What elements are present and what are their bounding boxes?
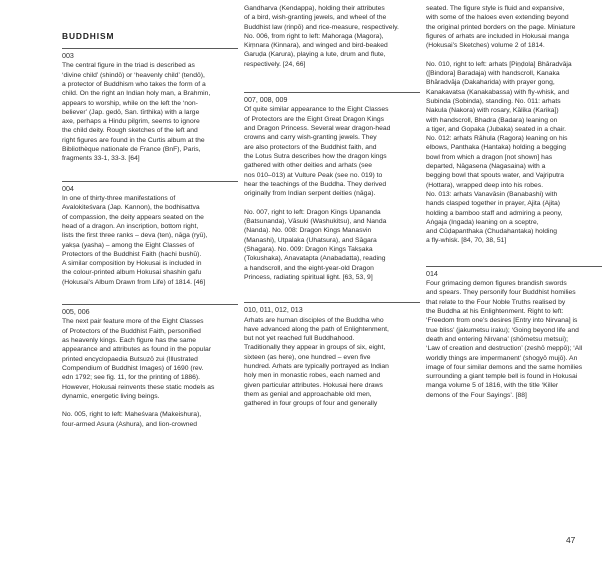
entry-number: 004 — [62, 184, 74, 193]
text-line: originally from Indian serpent deities (nāga). — [244, 190, 376, 198]
entry-text — [244, 105, 420, 282]
text-line: and Dragon Princess. Several wear dragon-head — [244, 125, 391, 133]
text-line: Garuḍa (Karura), playing a lute, drum and flute, — [244, 51, 386, 59]
text-line: of Protectors are the Eight Great Dragon Kings — [244, 115, 384, 123]
entry-003 — [62, 48, 238, 164]
text-line: Kanakavatsa (Kanakabassa) with fly-whisk, and — [426, 88, 569, 96]
text-line: but not yet reached full Buddhahood. — [244, 335, 355, 343]
text-line: No. 013: arhats Vanavāsin (Banabashi) with — [426, 190, 558, 198]
text-line: as heavenly kings. Each figure has the same — [62, 337, 196, 345]
entry-text — [62, 61, 238, 163]
text-line: true bliss’ (jakumetsu iraku); ‘Going beyond life and — [426, 326, 579, 334]
text-line: figures of arhats are included in Hokusai manga — [426, 32, 569, 40]
text-line: them as genial and approachable old men, — [244, 390, 372, 398]
text-line: of a bird, wish-granting jewels, and wheel of the — [244, 14, 387, 22]
text-line: Arhats are human disciples of the Buddha who — [244, 316, 384, 324]
entry-number: 007, 008, 009 — [244, 96, 288, 105]
text-line: Aṅgaja (Ingada) leaning on a sceptre, — [426, 218, 539, 226]
text-line: (Hokusai’s Sketches) volume 2 of 1814. — [426, 42, 545, 50]
text-line: with some of the haloes even extending beyond — [426, 14, 569, 22]
text-line: ‘Law of creation and destruction’ (zeshō meppō); ‘All — [426, 345, 583, 353]
entry-004 — [62, 181, 238, 287]
text-line: Protectors of the Buddhist Faith (hachi bushū). — [62, 250, 202, 258]
text-line: have advanced along the path of Enlightenment, — [244, 325, 389, 333]
page-number: 47 — [566, 535, 576, 545]
text-line: hear the teachings of the Buddha. They derived — [244, 180, 387, 188]
section-rule — [62, 304, 238, 305]
text-line: (Shagara). No. 009: Dragon Kings Takṣaka — [244, 245, 373, 253]
text-line: edn 1792; see fig. 11, for the printing of 1886). — [62, 374, 200, 382]
text-line: Gandharva (Kendappa), holding their attributes — [244, 5, 385, 12]
entry-number: 005, 006 — [62, 308, 90, 317]
text-line: death and entering Nirvana’ (shōmetsu metsui); — [426, 335, 568, 343]
entry-number: 003 — [62, 52, 74, 60]
entry-text — [62, 194, 238, 287]
text-line: the Lotus Sutra describes how the dragon kings — [244, 152, 387, 160]
text-line: In one of thirty-three manifestations of — [62, 195, 176, 203]
text-line: printed encyclopaedia Butsuzō zui (Illustrated — [62, 355, 198, 363]
text-line: a handscroll, and the eight-year-old Dragon — [244, 264, 374, 272]
entry-text — [426, 279, 602, 400]
text-line: image of four similar demons and the same homilies — [426, 363, 583, 371]
text-line: However, Hokusai reinvents these static models as — [62, 383, 215, 391]
text-line: hands clasped together in prayer, Ajita (Ajita) — [426, 200, 560, 208]
text-line: No. 005, right to left: Maheśvara (Makeishura), — [62, 411, 202, 419]
text-line: Princess, radiating spiritual light. [63, 53, 9] — [244, 273, 373, 281]
text-line: that relate to the Four Noble Truths realised by — [426, 298, 566, 306]
text-line: axe, perhaps a Hindu pilgrim, seems to ignore — [62, 118, 200, 126]
text-line: Avalokiteśvara (Jap. Kannon), the bodhisattva — [62, 204, 200, 212]
text-line: a fly-whisk. [84, 70, 38, 51] — [426, 237, 507, 245]
text-line: Traditionally they appear in groups of six, eight, — [244, 344, 386, 352]
text-line: The next pair feature more of the Eight Classes — [62, 318, 204, 326]
text-line: The central figure in the triad is described as — [62, 62, 195, 70]
entry-number: 014 — [426, 269, 438, 278]
section-rule — [62, 48, 238, 49]
section-rule — [426, 266, 602, 267]
text-line: nos 010–013) at Vulture Peak (see no. 019) to — [244, 171, 383, 179]
text-line: manga volume 5 of 1816, with the title ‘Killer — [426, 382, 559, 390]
text-line: Four grimacing demon figures brandish swords — [426, 280, 567, 288]
text-line: gathered with other deities and arhats (see — [244, 162, 372, 170]
text-line: elbows, Panthaka (Hantaka) holding a begging — [426, 144, 566, 152]
paragraph-gap — [426, 50, 602, 59]
entry-010-013 — [244, 302, 420, 408]
entry-006-continued — [244, 4, 420, 69]
text-line: yakṣa (yasha) – among the Eight Classes of — [62, 241, 195, 249]
paragraph-gap — [62, 401, 238, 410]
text-line: (Hokusai’s Album Drawn from Life) of 1814. [46] — [62, 278, 206, 286]
section-rule — [244, 92, 420, 93]
text-line: and spears. They personify four Buddhist homilies — [426, 289, 576, 297]
text-line: the Buddha at his Enlightenment. Right to left: — [426, 308, 564, 316]
column-left — [62, 48, 238, 429]
text-line: (Tokushaka), Anavatapta (Anabadatta), reading — [244, 255, 386, 263]
text-line: sixteen (as here), one hundred – even five — [244, 353, 371, 361]
text-line: a tiger, and Gopaka (Jubaka) seated in a chair. — [426, 125, 566, 133]
text-line: fragments 33-1, 33-3. [64] — [62, 155, 140, 163]
entry-005-006 — [62, 304, 238, 429]
text-line: No. 010, right to left: arhats [Piṇḍola] Bhāradvāja — [426, 60, 572, 68]
text-line: four-armed Asura (Ashura), and lion-crowned — [62, 420, 198, 428]
entry-007-009 — [244, 92, 420, 282]
text-line: respectively. [24, 66] — [244, 60, 306, 68]
section-heading: BUDDHISM — [62, 31, 115, 41]
text-line: Nakula (Nakora) with rosary, Kālika (Karika]) — [426, 107, 559, 115]
text-line: hundred. Arhats are typically portrayed as Indian — [244, 363, 389, 371]
text-line: believer’ (Jap. gedō, San. tīrthika) with a large — [62, 108, 200, 116]
text-line: Of quite similar appearance to the Eight Classes — [244, 106, 389, 114]
column-middle — [244, 4, 420, 409]
text-line: a protector of Buddhism who takes the form of a — [62, 81, 206, 88]
entry-010-continued — [426, 4, 602, 246]
entry-number: 010, 011, 012, 013 — [244, 306, 303, 315]
text-line: Bhāradvāja (Dakaharida) with prayer gong, — [426, 79, 555, 87]
text-line: No. 012: arhats Rāhula (Ragora) leaning on his — [426, 135, 568, 143]
entry-text — [244, 4, 420, 69]
text-line: surrounding a giant temple bell is found in Hokusai — [426, 373, 578, 381]
text-line: demons of the Four Sayings’. [88] — [426, 391, 527, 399]
text-line: the original printed borders on the page. Miniature — [426, 23, 576, 31]
text-line: crowns and carry wish-granting jewels. They — [244, 134, 377, 142]
section-rule — [244, 302, 420, 303]
text-line: Bibliothèque nationale de France (BnF), Paris, — [62, 146, 201, 154]
text-line: begging bowl that spouts water, and Vajriputra — [426, 172, 564, 180]
text-line: (Hottara), wrapped deep into his robes. — [426, 181, 544, 189]
text-line: ‘divine child’ (shindō) or ‘heavenly child’ (tendō), — [62, 71, 205, 79]
text-line: appears to worship, while on the left the ‘non- — [62, 99, 198, 107]
text-line: gathered in four groups of four and generally — [244, 400, 378, 408]
text-line: worldly things are impermanent’ (shogyō mujō). An — [426, 354, 578, 362]
text-line: No. 007, right to left: Dragon Kings Upananda — [244, 208, 381, 216]
entry-text — [62, 317, 238, 429]
text-line: right figures are found in the Curtis album at the — [62, 136, 205, 144]
column-right — [426, 4, 602, 400]
paragraph-gap — [244, 198, 420, 207]
text-line: are also protectors of the Buddhist faith, and — [244, 143, 377, 151]
entry-text — [244, 316, 420, 409]
text-line: ([Bindora] Baradaja) with handscroll, Kanaka — [426, 70, 560, 78]
text-line: Buddhist law (rinpō) and rice-measure, respectively. — [244, 23, 399, 31]
entry-text — [426, 4, 602, 246]
text-line: the colour-printed album Hokusai shashin gafu — [62, 269, 202, 277]
text-line: No. 006, from right to left: Mahoraga (Magora), — [244, 32, 384, 40]
text-line: ‘Freedom from one’s desires [Entry into Nirvana] is — [426, 317, 578, 325]
text-line: dynamic, energetic living beings. — [62, 392, 160, 400]
text-line: (Batsunanda), Vāsuki (Washukitsu), and Nanda — [244, 218, 387, 226]
text-line: (Manashi), Utpalaka (Uhatsura), and Sāgara — [244, 236, 377, 244]
text-line: with handscroll, Bhadra (Badara) leaning on — [426, 116, 558, 124]
text-line: seated. The figure style is fluid and expansive, — [426, 5, 565, 12]
text-line: Kiṃnara (Kinnara), and winged and bird-beaked — [244, 42, 388, 50]
text-line: given particular attributes. Hokusai here draws — [244, 381, 383, 389]
text-line: (Nanda). No. 008: Dragon Kings Manasvin — [244, 227, 372, 235]
text-line: departed, Nāgasena (Nagasaina) with a — [426, 163, 546, 171]
section-rule — [62, 181, 238, 182]
text-line: lists the first three ranks – deva (ten), nāga (ryū), — [62, 232, 208, 240]
text-line: the child deity. Rough sketches of the left and — [62, 127, 198, 135]
entry-014 — [426, 266, 602, 400]
text-line: holy men in monastic robes, each named and — [244, 372, 381, 380]
text-line: Subinda (Sobinda), standing. No. 011: arhats — [426, 97, 561, 105]
text-line: Compendium of Buddhist Images) of 1690 (rev. — [62, 364, 204, 372]
text-line: appearance and attributes as found in the popular — [62, 346, 211, 354]
text-line: A similar composition by Hokusai is included in — [62, 260, 202, 268]
text-line: of compassion, the deity appears seated on the — [62, 213, 204, 221]
text-line: head of a dragon. An inscription, bottom right, — [62, 222, 199, 230]
text-line: and Cūḍapanthaka (Chudahantaka) holding — [426, 228, 557, 236]
text-line: holding a bamboo staff and admiring a peony, — [426, 209, 563, 217]
text-line: of Protectors of the Buddhist Faith, personified — [62, 327, 201, 335]
text-line: bowl from which a dragon [not shown] has — [426, 153, 553, 161]
text-line: child. On the right an Indian holy man, a Brahmin, — [62, 90, 211, 98]
